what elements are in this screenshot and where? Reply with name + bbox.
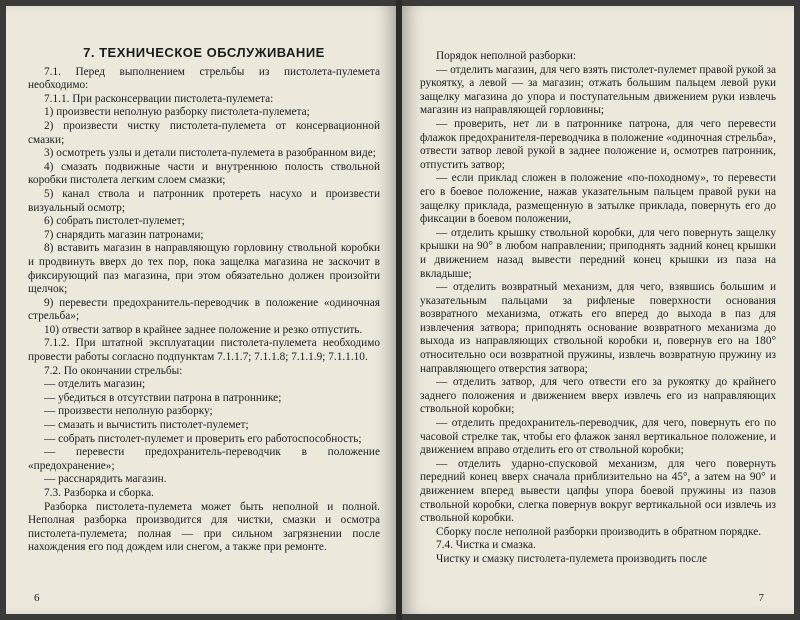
section-title: 7. ТЕХНИЧЕСКОЕ ОБСЛУЖИВАНИЕ bbox=[83, 45, 325, 60]
paragraph: 7.1.1. При расконсервации пистолета-пулемета: bbox=[44, 92, 274, 105]
subsection-heading: 7.4. Чистка и смазка. bbox=[436, 539, 536, 552]
list-item: — убедиться в отсутствии патрона в патроннике; bbox=[44, 391, 282, 404]
list-item: — отделить магазин; bbox=[44, 378, 146, 391]
list-item: 7) снарядить магазин патронами; bbox=[44, 228, 204, 241]
paragraph: 7.1.2. При штатной эксплуатации пистолета-пулемета необходимо провести работы согласно подпунктам 7.1.1.7; 7.1.1.8; 7.1.1.9; 7.1.1.10. bbox=[28, 337, 380, 364]
list-item: 8) вставить магазин в направляющую горловину ствольной коробки и продвинуть вверх до тех пор, пока защелка магазина не заскочит в фиксирующий паз магазина, при этом обязательно должен произойти щелчок; bbox=[28, 242, 380, 296]
page-number: 7 bbox=[758, 592, 764, 604]
list-item: — отделить предохранитель-переводчик, для чего, повернуть его по часовой стрелке так, чтобы его флажок занял вертикальное положение, и движением вправо отделить его от ствольной коробки; bbox=[420, 417, 776, 457]
paragraph: Разборка пистолета-пулемета может быть неполной и полной. Неполная разборка производится для чистки, смазки и осмотра пистолета-пулемета; полная — при сильном загрязнении после нахождения его под дождем или снегом, а также при ремонте. bbox=[28, 500, 380, 554]
right-page bbox=[402, 6, 794, 614]
paragraph: Сборку после неполной разборки производить в обратном порядке. bbox=[436, 525, 762, 538]
list-item: — расснарядить магазин. bbox=[44, 473, 167, 486]
list-item: 10) отвести затвор в крайнее заднее положение и резко отпустить. bbox=[44, 323, 363, 336]
list-item: 6) собрать пистолет-пулемет; bbox=[44, 215, 185, 228]
list-item: — отделить затвор, для чего отвести его за рукоятку до крайнего заднего положения и движением вверх извлечь его из направляющих ствольной коробки; bbox=[420, 376, 776, 416]
left-page bbox=[6, 6, 396, 614]
list-item: — отделить крышку ствольной коробки, для чего повернуть защелку крышки на 90° в любом направлении; приподнять задний конец крышки и движением назад вывести передний конец крышки из паза на вкладыше; bbox=[420, 226, 776, 280]
paragraph: Чистку и смазку пистолета-пулемета производить после bbox=[436, 552, 707, 565]
list-item: — собрать пистолет-пулемет и проверить его работоспособность; bbox=[44, 432, 362, 445]
paragraph: 7.1. Перед выполнением стрельбы из пистолета-пулемета необходимо: bbox=[28, 65, 380, 92]
list-item: 5) канал ствола и патронник протереть насухо и произвести визуальный осмотр; bbox=[28, 187, 380, 214]
list-item: — отделить возвратный механизм, для чего, взявшись большим и указательным пальцами за рифленые поверхности основания возвратного механизма, отжать его вперед до выхода в паз для извлечения затвора; приподнять основание возвратного механизма до выхода из направляющих ствольной коробки и, повернув его на 180° относительно оси возвратной пружины, извлечь возвратную пружину из направляющего отверстия затвора; bbox=[420, 281, 776, 375]
list-item: — отделить магазин, для чего взять пистолет-пулемет правой рукой за рукоятку, а левой — за магазин; отжать большим пальцем левой руки защелку магазина до упора и поступательным движением руки извлечь магазин из направляющей горловины; bbox=[420, 63, 776, 117]
list-item: — проверить, нет ли в патроннике патрона, для чего перевести флажок предохранителя-переводчика в положение «одиночная стрельба», отвести затвор левой рукой в заднее положение и, осмотрев патронник, отпустить затвор; bbox=[420, 117, 776, 171]
list-item: — если приклад сложен в положение «по-походному», то перевести его в боевое положение, нажав указательным пальцем правой руки на защелку приклада, размещенную в затылке приклада, повернуть его до фиксации в боевом положении, bbox=[420, 172, 776, 226]
list-item: 4) смазать подвижные части и внутреннюю полость ствольной коробки пистолета легким слоем смазки; bbox=[28, 160, 380, 187]
list-item: — смазать и вычистить пистолет-пулемет; bbox=[44, 419, 249, 432]
list-item: 1) произвести неполную разборку пистолета-пулемета; bbox=[44, 106, 310, 119]
list-item: — отделить ударно-спусковой механизм, для чего повернуть передний конец вверх сначала приблизительно на 45°, а затем на 90° и движением вперед вывести цапфы упора боевой пружины из пазов ствольной коробки, слегка повернув вокруг вертикальной оси извлечь из ствольной коробки. bbox=[420, 457, 776, 525]
paragraph: Порядок неполной разборки: bbox=[436, 50, 577, 62]
paragraph: 7.2. По окончании стрельбы: bbox=[44, 364, 183, 377]
list-item: — произвести неполную разборку; bbox=[44, 405, 213, 418]
list-item: 2) произвести чистку пистолета-пулемета от консервационной смазки; bbox=[28, 119, 380, 146]
list-item: — перевести предохранитель-переводчик в положение «предохранение»; bbox=[28, 446, 380, 472]
right-page-text bbox=[420, 50, 776, 567]
page-number: 6 bbox=[34, 592, 40, 604]
left-page-text bbox=[28, 46, 380, 555]
list-item: 9) перевести предохранитель-переводчик в положение «одиночная стрельба»; bbox=[28, 296, 380, 323]
list-item: 3) осмотреть узлы и детали пистолета-пулемета в разобранном виде; bbox=[44, 147, 376, 160]
subsection-heading: 7.3. Разборка и сборка. bbox=[44, 487, 154, 499]
